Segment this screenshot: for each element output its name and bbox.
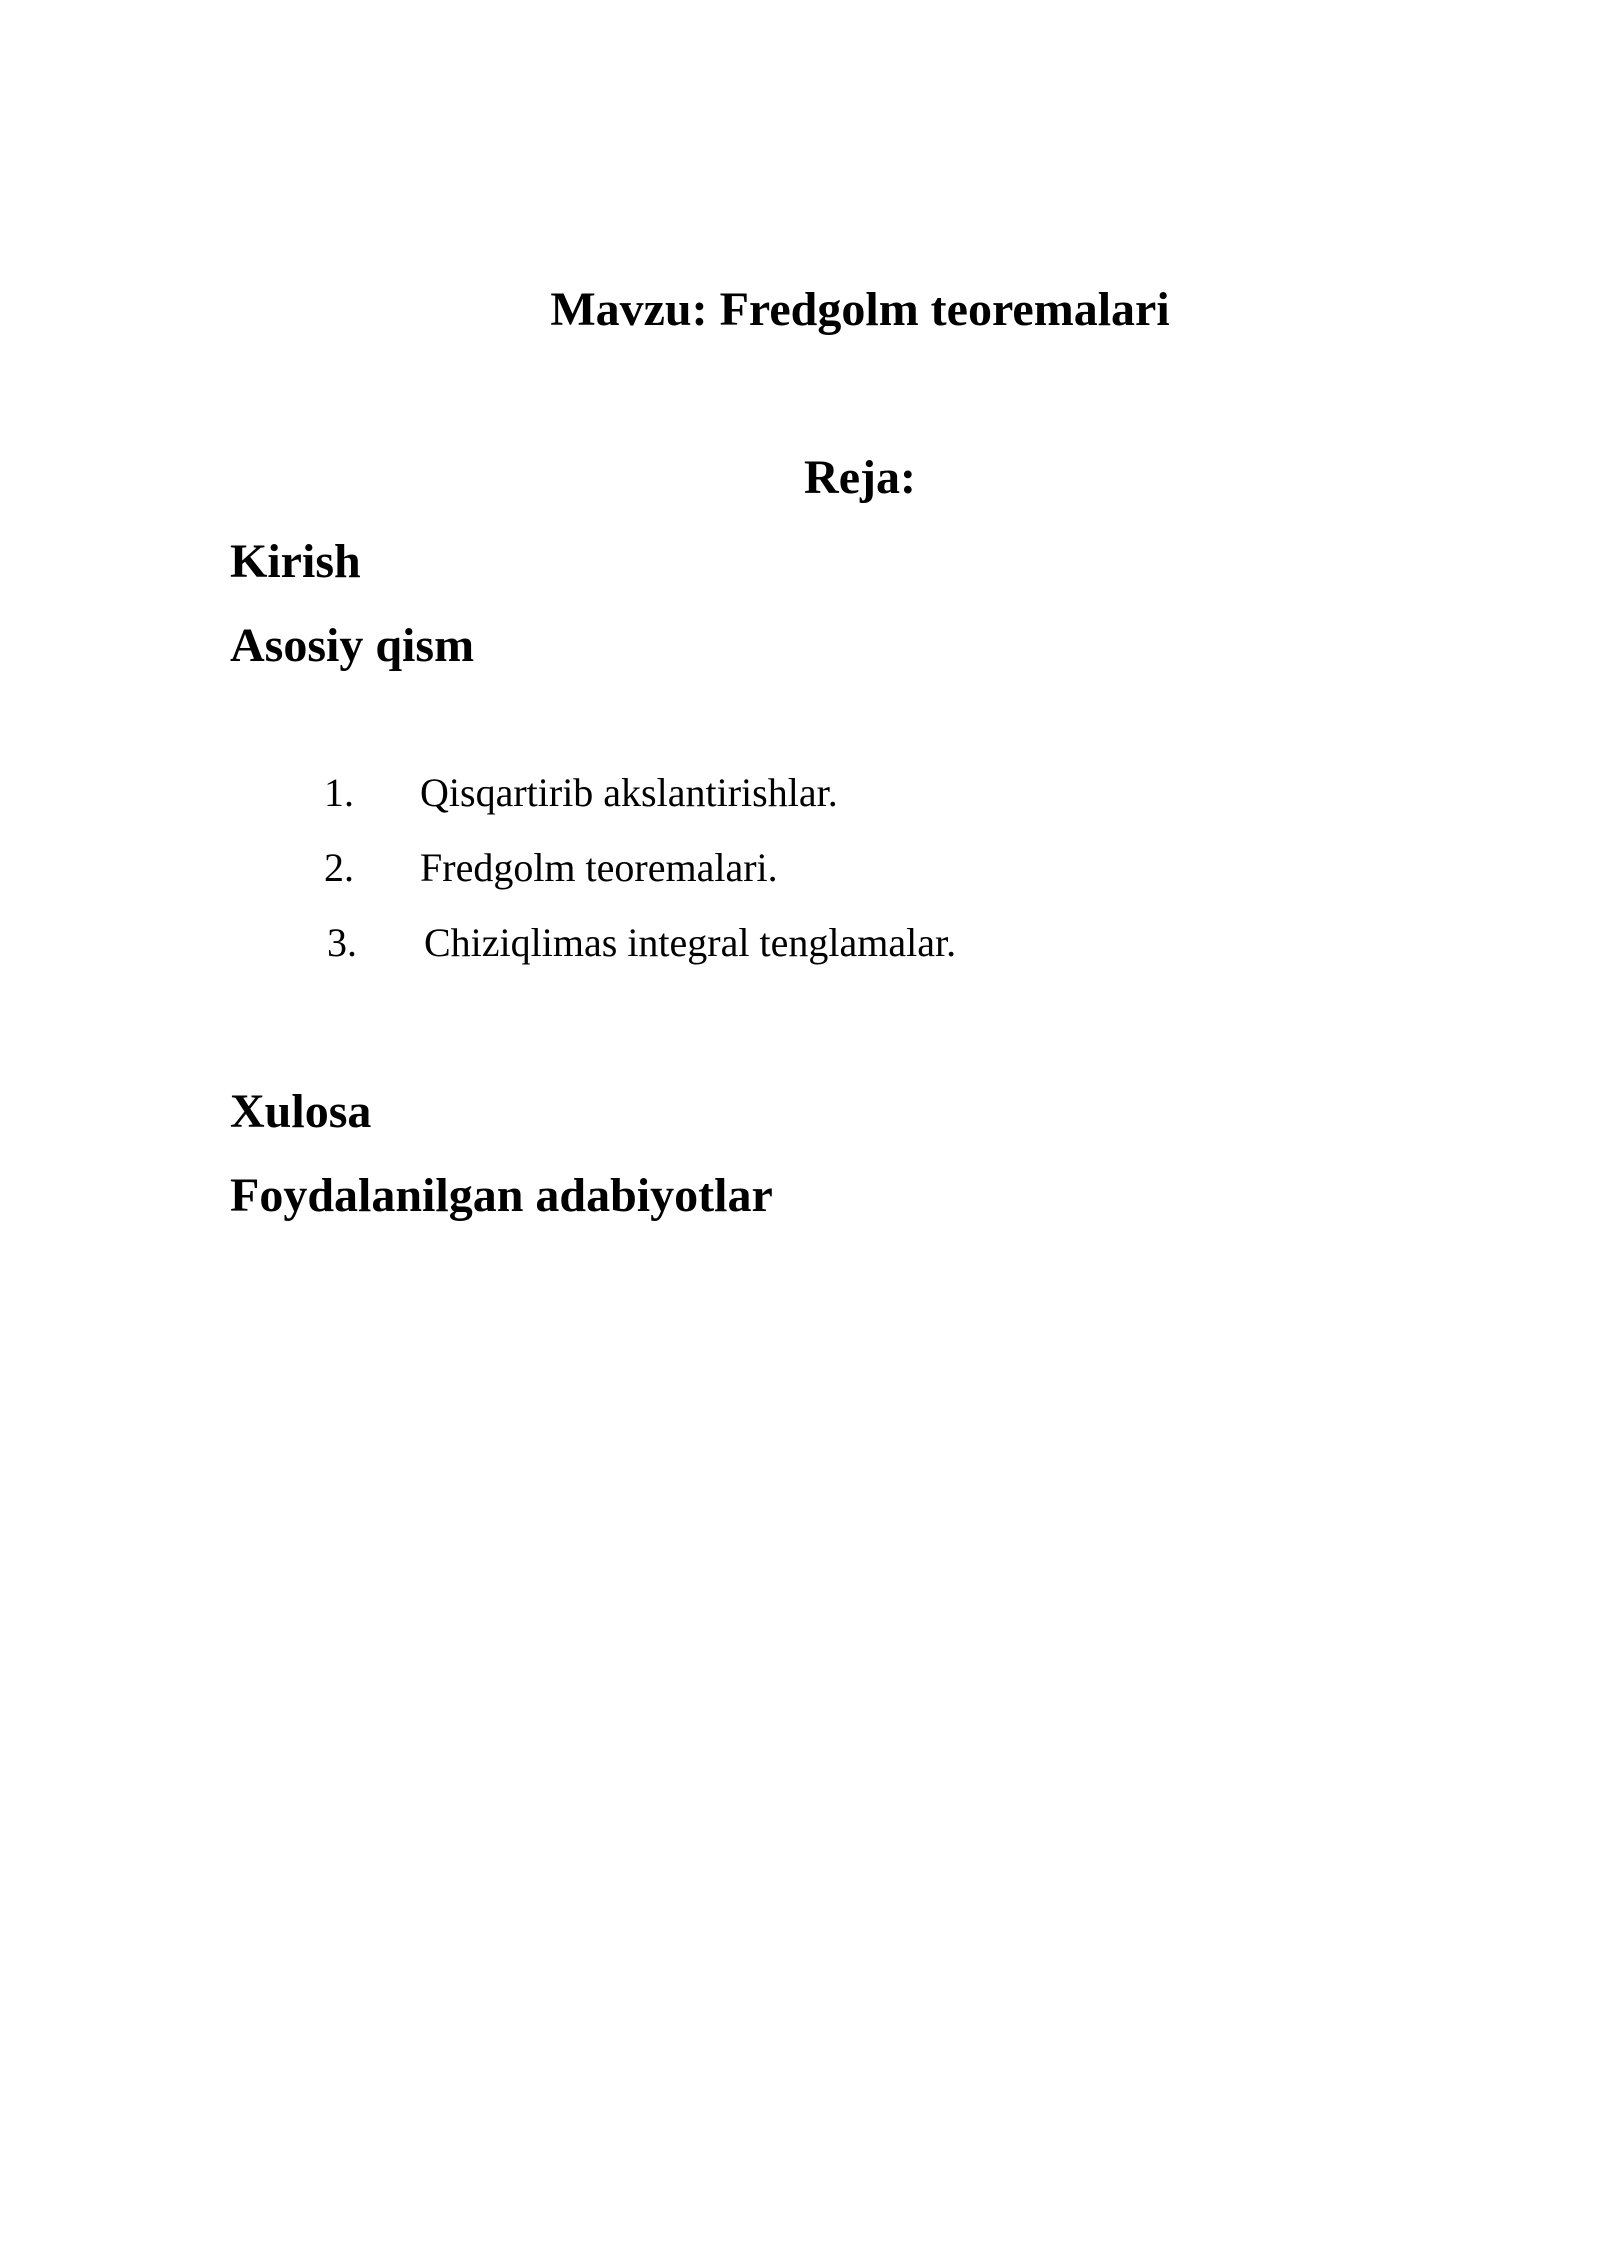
list-item-text: Chiziqlimas integral tenglamalar. <box>424 920 957 965</box>
section-conclusion: Xulosa <box>230 1085 372 1138</box>
list-item-text: Fredgolm teoremalari. <box>420 845 778 890</box>
section-references: Foydalanilgan adabiyotlar <box>230 1169 773 1222</box>
plan-heading: Reja: <box>804 451 916 504</box>
list-item-number: 1. <box>324 770 354 815</box>
section-main: Asosiy qism <box>230 619 475 672</box>
document-title: Mavzu: Fredgolm teoremalari <box>550 283 1170 336</box>
list-item-number: 2. <box>324 845 354 890</box>
section-intro: Kirish <box>230 535 361 588</box>
list-item-number: 3. <box>327 920 357 965</box>
list-item-text: Qisqartirib akslantirishlar. <box>420 770 838 815</box>
